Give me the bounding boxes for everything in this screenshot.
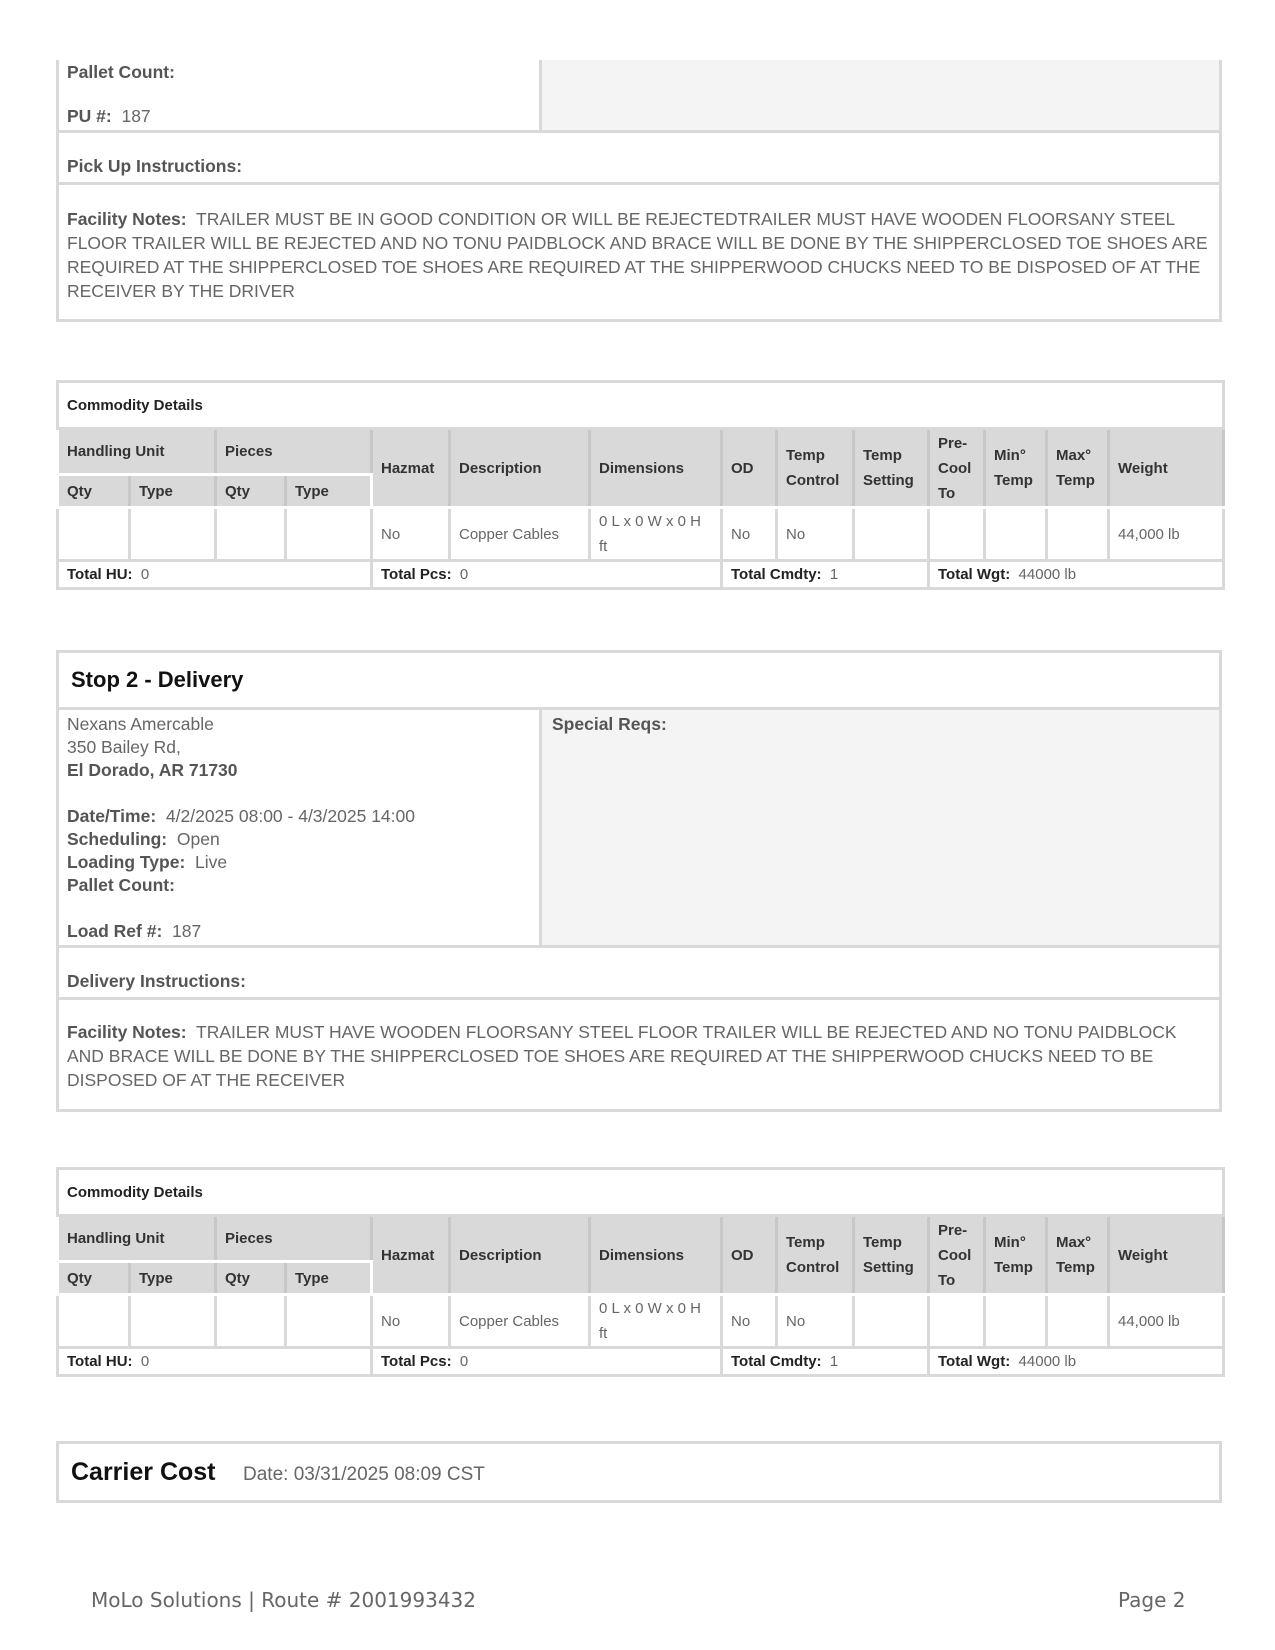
carrier-cost-date: Date: 03/31/2025 08:09 CST bbox=[243, 1464, 485, 1485]
col-pieces: Pieces bbox=[216, 1216, 372, 1262]
cell-temp-control: No bbox=[777, 508, 854, 561]
col-max-temp: Max° Temp bbox=[1047, 1216, 1109, 1295]
col-hu-qty: Qty bbox=[58, 475, 130, 508]
carrier-cost-title: Carrier Cost bbox=[71, 1458, 216, 1486]
cell-pc-type bbox=[286, 508, 372, 561]
total-pcs: Total Pcs: 0 bbox=[372, 1348, 722, 1376]
cell-pc-type bbox=[286, 1295, 372, 1348]
table-row bbox=[58, 508, 1224, 561]
stop2-title: Stop 2 - Delivery bbox=[71, 667, 244, 692]
col-hu-type: Type bbox=[130, 1262, 216, 1295]
cell-pre-cool bbox=[929, 1295, 985, 1348]
load-ref: Load Ref #: 187 bbox=[67, 921, 202, 941]
col-pc-qty: Qty bbox=[216, 1262, 286, 1295]
col-hu-qty: Qty bbox=[58, 1262, 130, 1295]
cell-temp-control: No bbox=[777, 1295, 854, 1348]
table-row bbox=[58, 1295, 1224, 1348]
loading-type: Loading Type: Live bbox=[67, 852, 228, 872]
cell-temp-setting bbox=[854, 1295, 929, 1348]
total-wgt: Total Wgt: 44000 lb bbox=[929, 1348, 1224, 1376]
cell-pc-qty bbox=[216, 1295, 286, 1348]
special-reqs-cell bbox=[542, 710, 1219, 945]
cell-description: Copper Cables bbox=[450, 1295, 590, 1348]
total-hu: Total HU: 0 bbox=[58, 1348, 372, 1376]
cell-pc-qty bbox=[216, 508, 286, 561]
divider bbox=[59, 182, 1219, 185]
cell-hu-type bbox=[130, 1295, 216, 1348]
total-hu: Total HU: 0 bbox=[58, 561, 372, 589]
col-temp-setting: Temp Setting bbox=[854, 429, 929, 508]
col-pieces: Pieces bbox=[216, 429, 372, 475]
stop1-facility-notes bbox=[67, 207, 1212, 303]
page-number: Page 2 bbox=[1118, 1588, 1186, 1612]
col-handling-unit: Handling Unit bbox=[58, 1216, 216, 1262]
total-pcs: Total Pcs: 0 bbox=[372, 561, 722, 589]
cell-weight: 44,000 lb bbox=[1109, 1295, 1224, 1348]
stop1-special-reqs bbox=[542, 60, 1219, 130]
facility-notes-label: Facility Notes: bbox=[67, 1022, 187, 1042]
cell-min-temp bbox=[985, 1295, 1047, 1348]
pickup-instructions-label: Pick Up Instructions: bbox=[67, 156, 243, 176]
cell-od: No bbox=[722, 1295, 777, 1348]
col-weight: Weight bbox=[1109, 429, 1224, 508]
total-wgt: Total Wgt: 44000 lb bbox=[929, 561, 1224, 589]
carrier-cost-box bbox=[56, 1441, 1222, 1503]
facility-notes-text: TRAILER MUST HAVE WOODEN FLOORSANY STEEL FLOOR TRAILER WILL BE REJECTED AND NO TONU PAIDBLOCK AND BRACE WILL BE DONE BY THE SHIPPERCLOSED TOE SHOES ARE REQUIRED AT THE SHIPPERWOOD CHUCKS NEED TO BE DISPOSED OF AT THE RECEIVER bbox=[67, 1022, 1177, 1090]
totals-row bbox=[58, 561, 1224, 589]
divider bbox=[59, 945, 1219, 948]
cell-hazmat: No bbox=[372, 1295, 450, 1348]
stop2-facility-notes bbox=[67, 1020, 1212, 1092]
stop2-frame bbox=[56, 650, 1222, 1112]
cell-min-temp bbox=[985, 508, 1047, 561]
delivery-instructions-label: Delivery Instructions: bbox=[67, 971, 246, 991]
col-pc-type: Type bbox=[286, 1262, 372, 1295]
total-cmdty: Total Cmdty: 1 bbox=[722, 561, 929, 589]
facility-notes-text: TRAILER MUST BE IN GOOD CONDITION OR WILL BE REJECTEDTRAILER MUST HAVE WOODEN FLOORSANY STEEL FLOOR TRAILER WILL BE REJECTED AND NO TONU PAIDBLOCK AND BRACE WILL BE DONE BY THE SHIPPERCLOSED TOE SHOES ARE REQUIRED AT THE SHIPPERCLOSED TOE SHOES ARE REQUIRED AT THE SHIPPERWOOD CHUCKS NEED TO BE DISPOSED OF AT THE RECEIVER BY THE DRIVER bbox=[67, 209, 1208, 301]
col-weight: Weight bbox=[1109, 1216, 1224, 1295]
cell-max-temp bbox=[1047, 1295, 1109, 1348]
col-dimensions: Dimensions bbox=[590, 429, 722, 508]
col-dimensions: Dimensions bbox=[590, 1216, 722, 1295]
totals-row bbox=[58, 1348, 1224, 1376]
date-time: Date/Time: 4/2/2025 08:00 - 4/3/2025 14:00 bbox=[67, 806, 415, 826]
cell-pre-cool bbox=[929, 508, 985, 561]
col-min-temp: Min° Temp bbox=[985, 1216, 1047, 1295]
col-temp-control: Temp Control bbox=[777, 1216, 854, 1295]
cell-max-temp bbox=[1047, 508, 1109, 561]
cell-hazmat: No bbox=[372, 508, 450, 561]
cell-dimensions: 0 L x 0 W x 0 H ft bbox=[590, 1295, 722, 1348]
col-od: OD bbox=[722, 1216, 777, 1295]
footer-route: MoLo Solutions | Route # 2001993432 bbox=[91, 1588, 476, 1612]
facility-notes-label: Facility Notes: bbox=[67, 209, 187, 229]
col-hu-type: Type bbox=[130, 475, 216, 508]
col-od: OD bbox=[722, 429, 777, 508]
scheduling: Scheduling: Open bbox=[67, 829, 220, 849]
col-min-temp: Min° Temp bbox=[985, 429, 1047, 508]
company-name: Nexans Amercable bbox=[67, 714, 214, 734]
cell-hu-type bbox=[130, 508, 216, 561]
special-reqs-label: Special Reqs: bbox=[552, 714, 667, 734]
street-address: 350 Bailey Rd, bbox=[67, 737, 181, 757]
col-description: Description bbox=[450, 1216, 590, 1295]
stop1-frame bbox=[56, 60, 1222, 322]
col-temp-setting: Temp Setting bbox=[854, 1216, 929, 1295]
col-pre-cool: Pre-Cool To bbox=[929, 429, 985, 508]
cell-temp-setting bbox=[854, 508, 929, 561]
col-handling-unit: Handling Unit bbox=[58, 429, 216, 475]
cell-description: Copper Cables bbox=[450, 508, 590, 561]
col-pc-qty: Qty bbox=[216, 475, 286, 508]
city-state-zip: El Dorado, AR 71730 bbox=[67, 760, 238, 780]
commodity-title: Commodity Details bbox=[58, 1169, 1224, 1216]
divider bbox=[59, 997, 1219, 1000]
col-pre-cool: Pre-Cool To bbox=[929, 1216, 985, 1295]
stop2-address-block bbox=[59, 710, 542, 948]
divider bbox=[59, 130, 1219, 133]
col-pc-type: Type bbox=[286, 475, 372, 508]
pu-value: 187 bbox=[121, 106, 151, 126]
col-hazmat: Hazmat bbox=[372, 1216, 450, 1295]
cell-hu-qty bbox=[58, 1295, 130, 1348]
col-max-temp: Max° Temp bbox=[1047, 429, 1109, 508]
cell-weight: 44,000 lb bbox=[1109, 508, 1224, 561]
pallet-count-label: Pallet Count: bbox=[67, 875, 175, 895]
stop1-info bbox=[59, 60, 542, 133]
pu-label: PU #: bbox=[67, 106, 112, 126]
pu-number bbox=[67, 104, 151, 128]
cell-od: No bbox=[722, 508, 777, 561]
commodity-title: Commodity Details bbox=[58, 382, 1224, 429]
col-hazmat: Hazmat bbox=[372, 429, 450, 508]
total-cmdty: Total Cmdty: 1 bbox=[722, 1348, 929, 1376]
col-temp-control: Temp Control bbox=[777, 429, 854, 508]
col-description: Description bbox=[450, 429, 590, 508]
cell-hu-qty bbox=[58, 508, 130, 561]
commodity-table-1 bbox=[56, 380, 1225, 590]
cell-dimensions: 0 L x 0 W x 0 H ft bbox=[590, 508, 722, 561]
pallet-count-label: Pallet Count: bbox=[67, 62, 175, 82]
commodity-table-2 bbox=[56, 1167, 1225, 1377]
